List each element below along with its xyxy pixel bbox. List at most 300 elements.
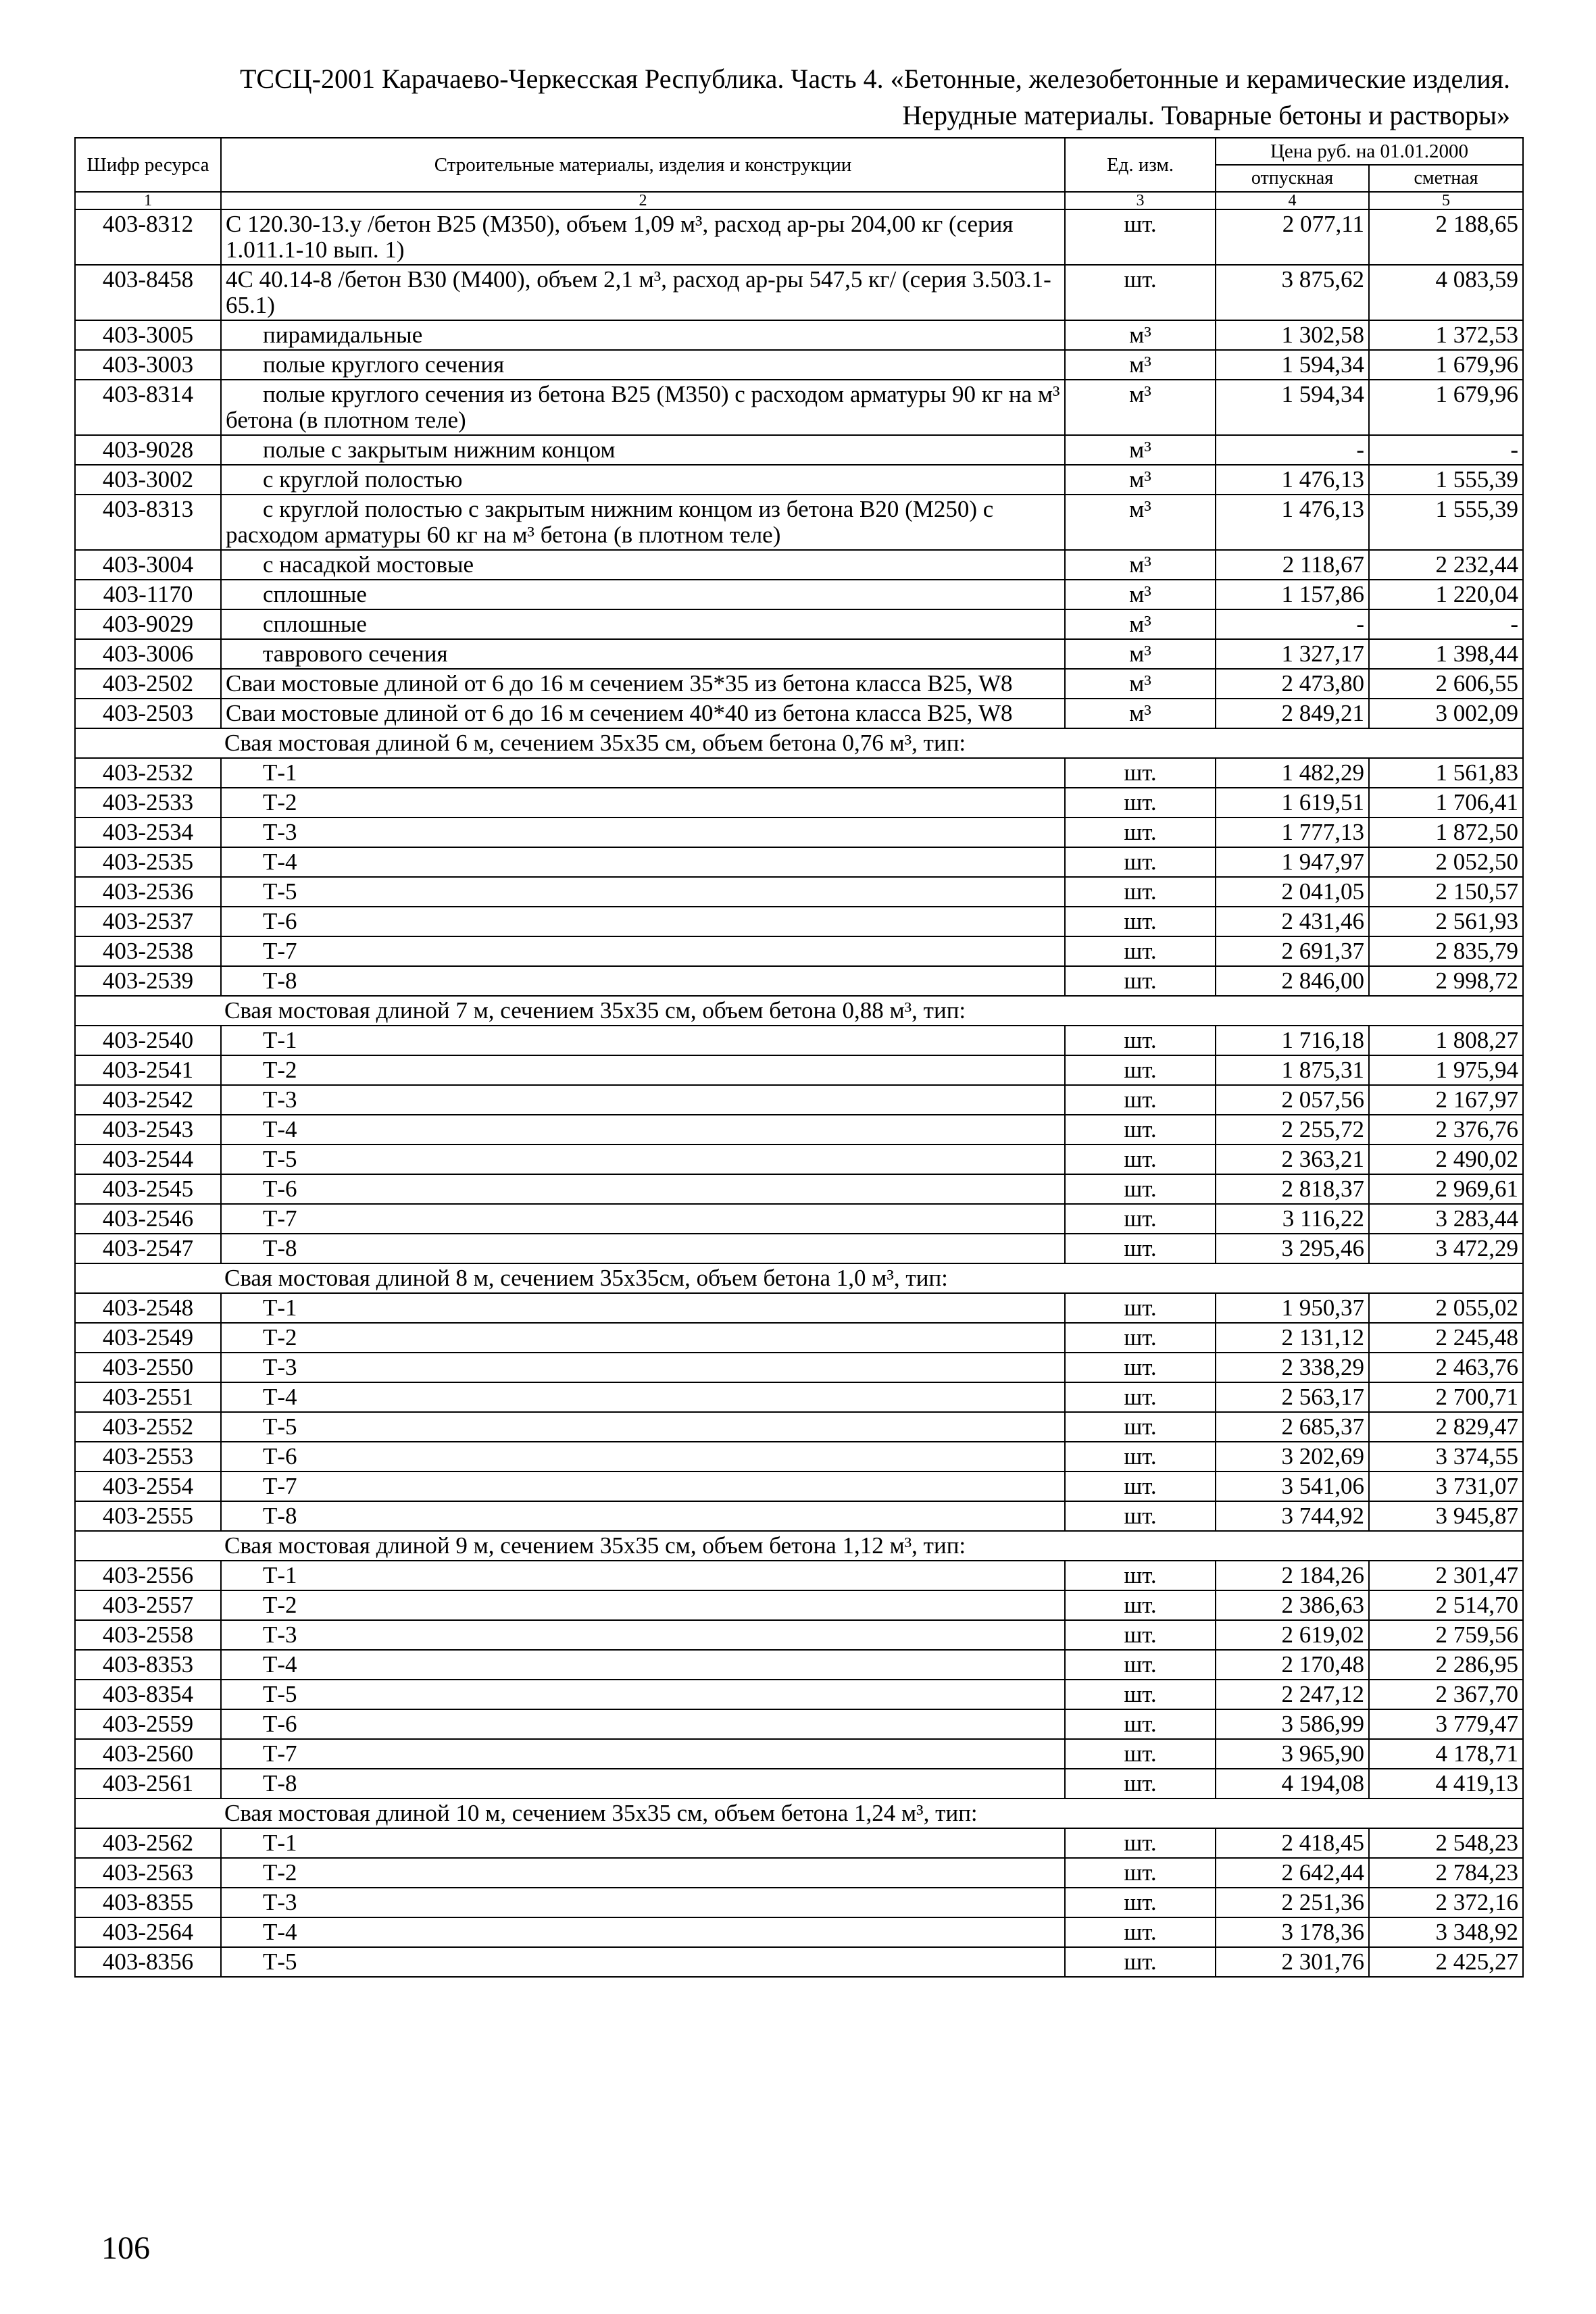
section-header-row	[75, 1799, 1523, 1828]
resource-code-cell: 403-8313	[75, 495, 221, 550]
resource-code-cell: 403-9028	[75, 435, 221, 465]
unit-cell: шт.	[1065, 1353, 1216, 1382]
release-price-cell: 1 302,58	[1216, 320, 1369, 350]
resource-code-cell: 403-2541	[75, 1055, 221, 1085]
release-price-cell: 2 184,26	[1216, 1561, 1369, 1590]
unit-cell: шт.	[1065, 1442, 1216, 1472]
material-name-text: Т-7	[263, 1740, 297, 1767]
release-price-cell: 2 846,00	[1216, 966, 1369, 996]
estimate-price-cell: 3 283,44	[1369, 1204, 1523, 1234]
release-price-cell: 2 077,11	[1216, 209, 1369, 265]
resource-code-cell: 403-2563	[75, 1858, 221, 1888]
section-title: Свая мостовая длиной 7 м, сечением 35х35 см, объем бетона 0,88 м³, тип:	[75, 996, 1523, 1026]
unit-cell: шт.	[1065, 1501, 1216, 1531]
material-name-cell	[221, 877, 1065, 907]
material-name-cell	[221, 1026, 1065, 1055]
material-name-text: Т-3	[263, 819, 297, 845]
estimate-price-cell: 3 002,09	[1369, 699, 1523, 728]
release-price-cell: 2 338,29	[1216, 1353, 1369, 1382]
resource-code-cell: 403-2535	[75, 847, 221, 877]
release-price-cell: 2 849,21	[1216, 699, 1369, 728]
material-name-text: Т-6	[263, 1443, 297, 1469]
release-price-cell: 2 685,37	[1216, 1412, 1369, 1442]
header-line-1: ТССЦ-2001 Карачаево-Черкесская Республика. Часть 4. «Бетонные, железобетонные и керамические изделия.	[239, 64, 1510, 94]
unit-cell: шт.	[1065, 1947, 1216, 1977]
estimate-price-cell: 1 679,96	[1369, 350, 1523, 380]
estimate-price-cell: -	[1369, 435, 1523, 465]
table-row	[75, 209, 1523, 265]
table-row	[75, 758, 1523, 788]
material-name-cell	[221, 550, 1065, 580]
material-name-text: таврового сечения	[263, 640, 448, 667]
material-name-cell	[221, 1501, 1065, 1531]
unit-cell: шт.	[1065, 1650, 1216, 1680]
table-row	[75, 1115, 1523, 1145]
table-row	[75, 1620, 1523, 1650]
material-name-text: Т-1	[263, 1830, 297, 1856]
material-name-text: Т-8	[263, 967, 297, 994]
material-name-cell	[221, 1412, 1065, 1442]
material-name-cell	[221, 1442, 1065, 1472]
table-row	[75, 847, 1523, 877]
estimate-price-cell: 2 969,61	[1369, 1174, 1523, 1204]
unit-cell: шт.	[1065, 1472, 1216, 1501]
release-price-cell: -	[1216, 435, 1369, 465]
material-name-cell	[221, 1650, 1065, 1680]
material-name-cell	[221, 580, 1065, 609]
estimate-price-cell: 2 998,72	[1369, 966, 1523, 996]
resource-code-cell: 403-3002	[75, 465, 221, 495]
table-row	[75, 1323, 1523, 1353]
release-price-cell: 3 965,90	[1216, 1739, 1369, 1769]
material-name-text: Т-4	[263, 849, 297, 875]
material-name-cell	[221, 1561, 1065, 1590]
table-row	[75, 699, 1523, 728]
material-name-text: Т-4	[263, 1651, 297, 1678]
estimate-price-cell: 1 372,53	[1369, 320, 1523, 350]
material-name-cell	[221, 465, 1065, 495]
material-name-cell	[221, 1472, 1065, 1501]
material-name-cell	[221, 1323, 1065, 1353]
release-price-cell: 1 875,31	[1216, 1055, 1369, 1085]
section-title: Свая мостовая длиной 6 м, сечением 35х35 см, объем бетона 0,76 м³, тип:	[75, 728, 1523, 758]
estimate-price-cell: 1 555,39	[1369, 495, 1523, 550]
unit-cell: шт.	[1065, 1234, 1216, 1263]
document-header	[74, 61, 1510, 134]
material-name-cell: Сваи мостовые длиной от 6 до 16 м сечением 40*40 из бетона класса В25, W8	[221, 699, 1065, 728]
estimate-price-cell: 2 286,95	[1369, 1650, 1523, 1680]
material-name-text: пирамидальные	[263, 322, 423, 348]
table-row	[75, 936, 1523, 966]
table-row	[75, 380, 1523, 435]
unit-cell: шт.	[1065, 1412, 1216, 1442]
unit-cell: м³	[1065, 320, 1216, 350]
material-name-text: с насадкой мостовые	[263, 551, 474, 578]
column-header-price: Цена руб. на 01.01.2000	[1216, 138, 1523, 165]
unit-cell: шт.	[1065, 1888, 1216, 1917]
header-line-2: Нерудные материалы. Товарные бетоны и растворы»	[902, 100, 1510, 130]
estimate-price-cell: 3 348,92	[1369, 1917, 1523, 1947]
table-row	[75, 818, 1523, 847]
material-name-cell	[221, 1382, 1065, 1412]
table-row	[75, 465, 1523, 495]
table-row	[75, 1293, 1523, 1323]
resource-code-cell: 403-2534	[75, 818, 221, 847]
unit-cell: шт.	[1065, 1709, 1216, 1739]
table-row	[75, 1234, 1523, 1263]
resource-price-table	[74, 137, 1524, 1978]
estimate-price-cell: 2 372,16	[1369, 1888, 1523, 1917]
release-price-cell: 2 619,02	[1216, 1620, 1369, 1650]
resource-code-cell: 403-8312	[75, 209, 221, 265]
unit-cell: шт.	[1065, 1828, 1216, 1858]
estimate-price-cell: 2 490,02	[1369, 1145, 1523, 1174]
material-name-text: Т-5	[263, 1681, 297, 1707]
release-price-cell: 2 118,67	[1216, 550, 1369, 580]
resource-code-cell: 403-9029	[75, 609, 221, 639]
resource-code-cell: 403-2544	[75, 1145, 221, 1174]
estimate-price-cell: 1 220,04	[1369, 580, 1523, 609]
unit-cell: шт.	[1065, 1739, 1216, 1769]
unit-cell: шт.	[1065, 1115, 1216, 1145]
material-name-cell	[221, 758, 1065, 788]
table-row	[75, 1947, 1523, 1977]
table-body	[75, 209, 1523, 1977]
resource-code-cell: 403-8458	[75, 265, 221, 320]
unit-cell: шт.	[1065, 1204, 1216, 1234]
material-name-cell	[221, 1888, 1065, 1917]
unit-cell: м³	[1065, 380, 1216, 435]
section-header-row	[75, 728, 1523, 758]
estimate-price-cell: 2 835,79	[1369, 936, 1523, 966]
material-name-cell	[221, 350, 1065, 380]
release-price-cell: 2 255,72	[1216, 1115, 1369, 1145]
table-row	[75, 550, 1523, 580]
resource-code-cell: 403-2550	[75, 1353, 221, 1382]
estimate-price-cell: 1 561,83	[1369, 758, 1523, 788]
estimate-price-cell: 4 178,71	[1369, 1739, 1523, 1769]
table-row	[75, 966, 1523, 996]
material-name-text: полые круглого сечения	[263, 351, 505, 378]
release-price-cell: 2 691,37	[1216, 936, 1369, 966]
table-row	[75, 788, 1523, 818]
release-price-cell: 2 818,37	[1216, 1174, 1369, 1204]
material-name-cell	[221, 1620, 1065, 1650]
table-row	[75, 265, 1523, 320]
resource-code-cell: 403-2540	[75, 1026, 221, 1055]
material-name-text: Т-3	[263, 1086, 297, 1113]
material-name-cell	[221, 495, 1065, 550]
release-price-cell: 2 563,17	[1216, 1382, 1369, 1412]
resource-code-cell: 403-2536	[75, 877, 221, 907]
unit-cell: шт.	[1065, 1769, 1216, 1799]
resource-code-cell: 403-2549	[75, 1323, 221, 1353]
estimate-price-cell: 2 301,47	[1369, 1561, 1523, 1590]
material-name-cell	[221, 1739, 1065, 1769]
table-row	[75, 1739, 1523, 1769]
unit-cell: шт.	[1065, 1680, 1216, 1709]
material-name-text: Т-5	[263, 878, 297, 905]
resource-code-cell: 403-3005	[75, 320, 221, 350]
material-name-cell	[221, 1234, 1065, 1263]
unit-cell: шт.	[1065, 936, 1216, 966]
resource-code-cell: 403-2546	[75, 1204, 221, 1234]
unit-cell: шт.	[1065, 907, 1216, 936]
material-name-cell	[221, 907, 1065, 936]
material-name-cell	[221, 936, 1065, 966]
table-row	[75, 1145, 1523, 1174]
material-name-text: Т-8	[263, 1503, 297, 1529]
table-row	[75, 1709, 1523, 1739]
estimate-price-cell: 2 232,44	[1369, 550, 1523, 580]
table-row	[75, 1085, 1523, 1115]
material-name-cell	[221, 1085, 1065, 1115]
material-name-text: Т-2	[263, 1324, 297, 1351]
estimate-price-cell: 2 425,27	[1369, 1947, 1523, 1977]
resource-code-cell: 403-2559	[75, 1709, 221, 1739]
material-name-text: Т-2	[263, 1057, 297, 1083]
unit-cell: шт.	[1065, 818, 1216, 847]
unit-cell: шт.	[1065, 1145, 1216, 1174]
estimate-price-cell: 2 376,76	[1369, 1115, 1523, 1145]
material-name-text: Т-4	[263, 1384, 297, 1410]
table-row	[75, 1858, 1523, 1888]
material-name-cell	[221, 1145, 1065, 1174]
resource-code-cell: 403-2553	[75, 1442, 221, 1472]
unit-cell: м³	[1065, 495, 1216, 550]
column-header-unit: Ед. изм.	[1065, 138, 1216, 192]
material-name-text: Т-6	[263, 908, 297, 934]
material-name-text: полые круглого сечения из бетона В25 (М350) с расходом арматуры 90 кг на м³ бетона (в плотном теле)	[226, 381, 1060, 433]
material-name-cell	[221, 320, 1065, 350]
estimate-price-cell: 2 700,71	[1369, 1382, 1523, 1412]
table-row	[75, 1382, 1523, 1412]
resource-code-cell: 403-2558	[75, 1620, 221, 1650]
table-row	[75, 1353, 1523, 1382]
release-price-cell: 2 473,80	[1216, 669, 1369, 699]
resource-code-cell: 403-1170	[75, 580, 221, 609]
material-name-cell	[221, 966, 1065, 996]
material-name-cell	[221, 435, 1065, 465]
estimate-price-cell: 2 463,76	[1369, 1353, 1523, 1382]
estimate-price-cell: 3 731,07	[1369, 1472, 1523, 1501]
estimate-price-cell: 2 606,55	[1369, 669, 1523, 699]
estimate-price-cell: 2 561,93	[1369, 907, 1523, 936]
release-price-cell: 1 476,13	[1216, 465, 1369, 495]
section-title: Свая мостовая длиной 9 м, сечением 35х35 см, объем бетона 1,12 м³, тип:	[75, 1531, 1523, 1561]
resource-code-cell: 403-3004	[75, 550, 221, 580]
estimate-price-cell: 2 167,97	[1369, 1085, 1523, 1115]
section-header-row	[75, 996, 1523, 1026]
release-price-cell: -	[1216, 609, 1369, 639]
release-price-cell: 2 170,48	[1216, 1650, 1369, 1680]
resource-code-cell: 403-2557	[75, 1590, 221, 1620]
release-price-cell: 2 041,05	[1216, 877, 1369, 907]
unit-cell: м³	[1065, 435, 1216, 465]
material-name-cell	[221, 1709, 1065, 1739]
material-name-cell	[221, 847, 1065, 877]
resource-code-cell: 403-2556	[75, 1561, 221, 1590]
column-header-release-price: отпускная	[1216, 165, 1369, 192]
material-name-cell	[221, 1858, 1065, 1888]
unit-cell: шт.	[1065, 758, 1216, 788]
unit-cell: м³	[1065, 609, 1216, 639]
unit-cell: м³	[1065, 669, 1216, 699]
material-name-text: Т-2	[263, 1592, 297, 1618]
unit-cell: шт.	[1065, 209, 1216, 265]
table-row	[75, 1828, 1523, 1858]
unit-cell: шт.	[1065, 1293, 1216, 1323]
column-number: 3	[1065, 192, 1216, 209]
release-price-cell: 2 301,76	[1216, 1947, 1369, 1977]
material-name-cell	[221, 1828, 1065, 1858]
estimate-price-cell: 2 548,23	[1369, 1828, 1523, 1858]
resource-code-cell: 403-3006	[75, 639, 221, 669]
material-name-text: сплошные	[263, 611, 367, 637]
unit-cell: шт.	[1065, 1085, 1216, 1115]
material-name-cell	[221, 1055, 1065, 1085]
material-name-cell	[221, 1293, 1065, 1323]
release-price-cell: 2 251,36	[1216, 1888, 1369, 1917]
column-number-row	[75, 192, 1523, 209]
material-name-text: Т-5	[263, 1413, 297, 1440]
unit-cell: шт.	[1065, 877, 1216, 907]
table-row	[75, 1680, 1523, 1709]
estimate-price-cell: 2 759,56	[1369, 1620, 1523, 1650]
column-number: 4	[1216, 192, 1369, 209]
material-name-text: Т-5	[263, 1146, 297, 1172]
estimate-price-cell: 1 555,39	[1369, 465, 1523, 495]
material-name-cell	[221, 1353, 1065, 1382]
unit-cell: м³	[1065, 550, 1216, 580]
release-price-cell: 2 642,44	[1216, 1858, 1369, 1888]
unit-cell: шт.	[1065, 265, 1216, 320]
resource-code-cell: 403-2532	[75, 758, 221, 788]
table-row	[75, 639, 1523, 669]
unit-cell: м³	[1065, 699, 1216, 728]
section-header-row	[75, 1263, 1523, 1293]
material-name-text: Т-6	[263, 1711, 297, 1737]
material-name-text: с круглой полостью с закрытым нижним концом из бетона В20 (М250) с расходом арматуры 60 кг на м³ бетона (в плотном теле)	[226, 496, 994, 548]
material-name-cell	[221, 1769, 1065, 1799]
column-header-estimate-price: сметная	[1369, 165, 1523, 192]
release-price-cell: 3 295,46	[1216, 1234, 1369, 1263]
table-row	[75, 1472, 1523, 1501]
release-price-cell: 1 777,13	[1216, 818, 1369, 847]
estimate-price-cell: 4 419,13	[1369, 1769, 1523, 1799]
unit-cell: шт.	[1065, 1561, 1216, 1590]
release-price-cell: 1 482,29	[1216, 758, 1369, 788]
estimate-price-cell: 2 784,23	[1369, 1858, 1523, 1888]
material-name-text: Т-4	[263, 1919, 297, 1945]
unit-cell: шт.	[1065, 788, 1216, 818]
resource-code-cell: 403-2542	[75, 1085, 221, 1115]
material-name-cell	[221, 1917, 1065, 1947]
table-row	[75, 580, 1523, 609]
resource-code-cell: 403-2545	[75, 1174, 221, 1204]
material-name-text: Т-2	[263, 789, 297, 815]
estimate-price-cell: 2 829,47	[1369, 1412, 1523, 1442]
estimate-price-cell: 2 245,48	[1369, 1323, 1523, 1353]
table-row	[75, 1204, 1523, 1234]
release-price-cell: 1 594,34	[1216, 380, 1369, 435]
table-row	[75, 1917, 1523, 1947]
column-number: 5	[1369, 192, 1523, 209]
section-header-row	[75, 1531, 1523, 1561]
material-name-cell	[221, 380, 1065, 435]
material-name-text: Т-3	[263, 1889, 297, 1915]
column-header-name: Строительные материалы, изделия и конструкции	[221, 138, 1065, 192]
resource-code-cell: 403-2555	[75, 1501, 221, 1531]
release-price-cell: 4 194,08	[1216, 1769, 1369, 1799]
estimate-price-cell: 1 975,94	[1369, 1055, 1523, 1085]
material-name-text: Т-1	[263, 1294, 297, 1321]
unit-cell: шт.	[1065, 1858, 1216, 1888]
resource-code-cell: 403-2560	[75, 1739, 221, 1769]
material-name-cell: С 120.30-13.у /бетон В25 (М350), объем 1,09 м³, расход ар-ры 204,00 кг (серия 1.011.1-10 вып. 1)	[221, 209, 1065, 265]
material-name-cell	[221, 1115, 1065, 1145]
table-row	[75, 1561, 1523, 1590]
table-row	[75, 669, 1523, 699]
release-price-cell: 2 131,12	[1216, 1323, 1369, 1353]
resource-code-cell: 403-2562	[75, 1828, 221, 1858]
release-price-cell: 1 947,97	[1216, 847, 1369, 877]
release-price-cell: 3 178,36	[1216, 1917, 1369, 1947]
material-name-text: Т-2	[263, 1859, 297, 1886]
resource-code-cell: 403-2543	[75, 1115, 221, 1145]
release-price-cell: 3 116,22	[1216, 1204, 1369, 1234]
table-row	[75, 350, 1523, 380]
estimate-price-cell: 1 679,96	[1369, 380, 1523, 435]
release-price-cell: 3 875,62	[1216, 265, 1369, 320]
release-price-cell: 1 594,34	[1216, 350, 1369, 380]
release-price-cell: 1 716,18	[1216, 1026, 1369, 1055]
estimate-price-cell: 1 808,27	[1369, 1026, 1523, 1055]
material-name-text: Т-7	[263, 1205, 297, 1232]
material-name-text: с круглой полостью	[263, 466, 463, 493]
material-name-cell	[221, 1947, 1065, 1977]
unit-cell: шт.	[1065, 1590, 1216, 1620]
resource-code-cell: 403-2548	[75, 1293, 221, 1323]
release-price-cell: 1 950,37	[1216, 1293, 1369, 1323]
unit-cell: шт.	[1065, 966, 1216, 996]
unit-cell: шт.	[1065, 847, 1216, 877]
material-name-text: Т-6	[263, 1176, 297, 1202]
release-price-cell: 2 386,63	[1216, 1590, 1369, 1620]
material-name-text: сплошные	[263, 581, 367, 607]
table-row	[75, 1174, 1523, 1204]
table-row	[75, 877, 1523, 907]
material-name-cell: 4С 40.14-8 /бетон В30 (М400), объем 2,1 м³, расход ар-ры 547,5 кг/ (серия 3.503.1-65.1)	[221, 265, 1065, 320]
estimate-price-cell: 1 872,50	[1369, 818, 1523, 847]
section-title: Свая мостовая длиной 8 м, сечением 35х35см, объем бетона 1,0 м³, тип:	[75, 1263, 1523, 1293]
resource-code-cell: 403-8356	[75, 1947, 221, 1977]
resource-code-cell: 403-2537	[75, 907, 221, 936]
estimate-price-cell: 1 398,44	[1369, 639, 1523, 669]
estimate-price-cell: 2 188,65	[1369, 209, 1523, 265]
estimate-price-cell: 3 779,47	[1369, 1709, 1523, 1739]
unit-cell: м³	[1065, 465, 1216, 495]
table-row	[75, 1769, 1523, 1799]
material-name-text: Т-3	[263, 1621, 297, 1648]
release-price-cell: 3 202,69	[1216, 1442, 1369, 1472]
release-price-cell: 1 476,13	[1216, 495, 1369, 550]
material-name-text: Т-5	[263, 1948, 297, 1975]
unit-cell: шт.	[1065, 1174, 1216, 1204]
table-row	[75, 907, 1523, 936]
unit-cell: м³	[1065, 350, 1216, 380]
unit-cell: м³	[1065, 639, 1216, 669]
